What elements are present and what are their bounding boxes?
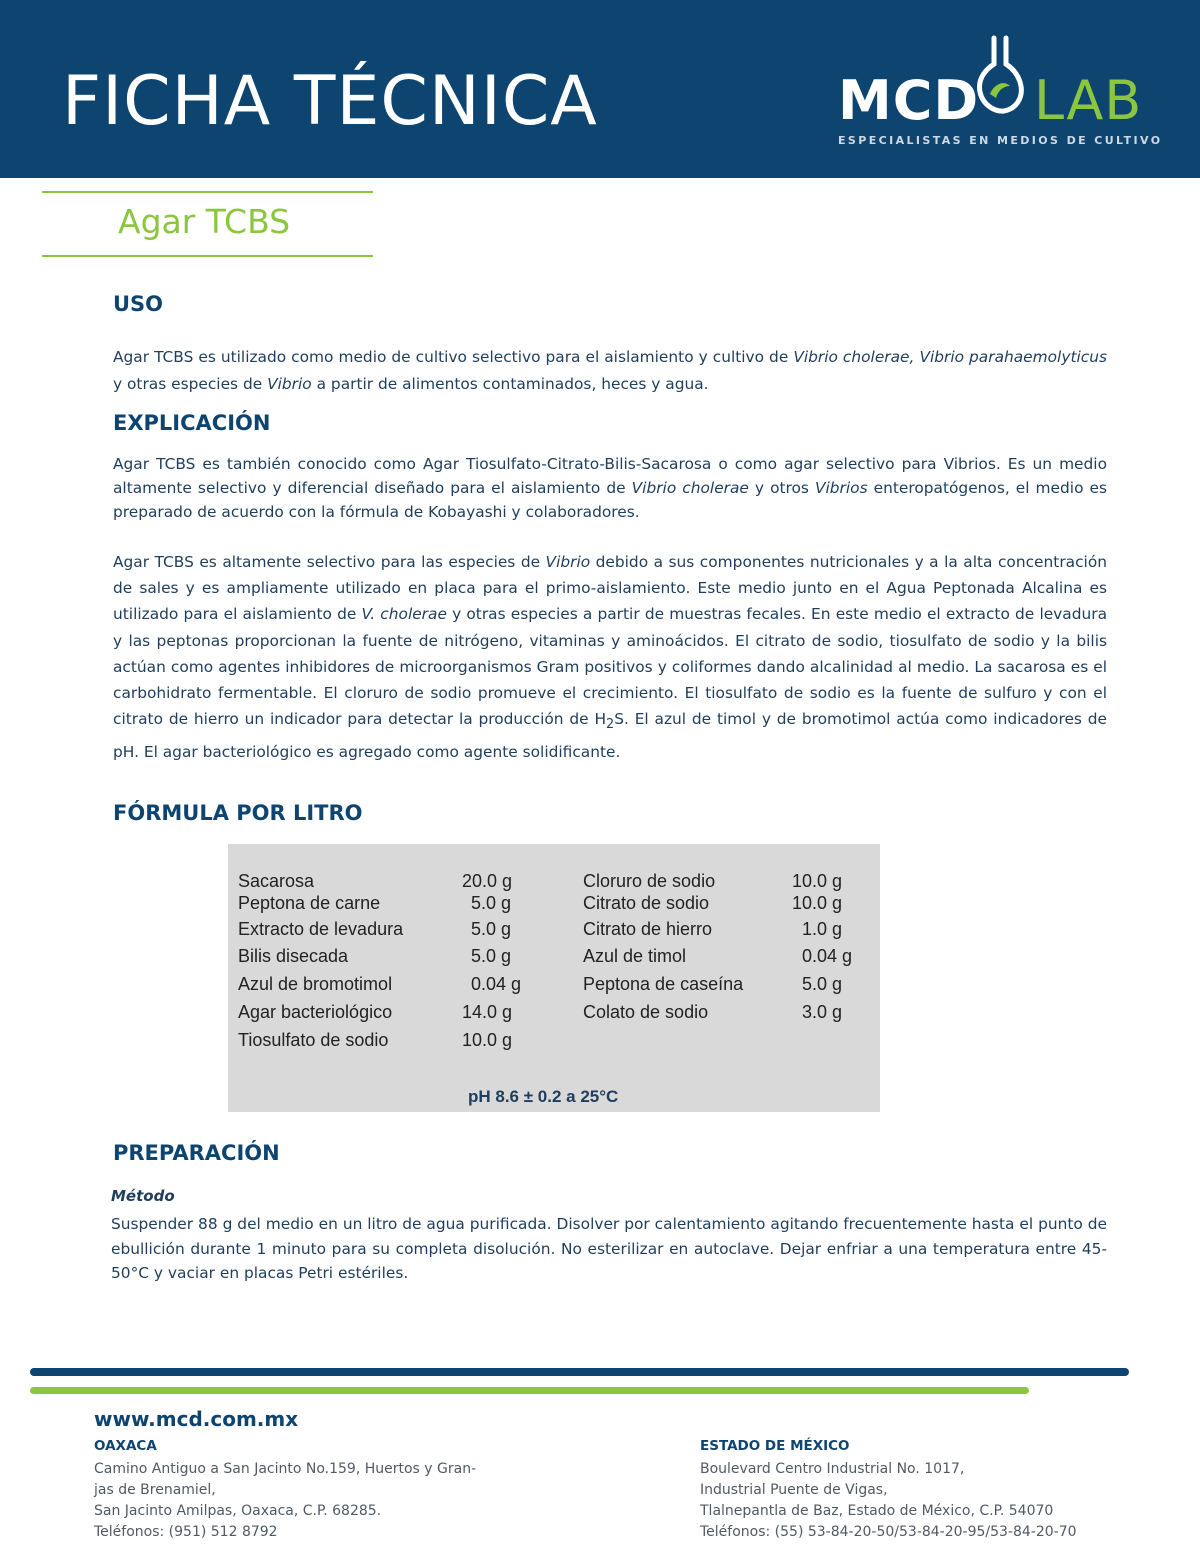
- formula-ingredient: Peptona de carne: [238, 893, 381, 913]
- location-title: ESTADO DE MÉXICO: [700, 1438, 850, 1454]
- formula-amount: 3.0 g: [802, 1002, 843, 1022]
- formula-amount: 0.04 g: [802, 946, 853, 966]
- preparacion-paragraph: Suspender 88 g del medio en un litro de agua purificada. Disolver por calentamiento agitando frecuentemente hasta el punto de ebullición durante 1 minuto para su completa disolución. No esterilizar en autoclave. Dejar enfriar a una temperatura entre 45-50°C y vaciar en placas Petri estériles.: [111, 1215, 1107, 1282]
- uso-heading: USO: [113, 292, 164, 316]
- address-line: San Jacinto Amilpas, Oaxaca, C.P. 68285.: [94, 1503, 382, 1519]
- formula-ingredient: Cloruro de sodio: [583, 871, 716, 891]
- explicacion-italic: Vibrios: [814, 479, 868, 497]
- address-line: Industrial Puente de Vigas,: [700, 1482, 888, 1498]
- subscript-2: 2: [606, 717, 615, 733]
- explicacion-paragraph-1: [113, 452, 1107, 524]
- title-top-rule: [42, 191, 373, 193]
- explicacion-italic: Vibrio: [545, 553, 591, 571]
- explicacion-text: Agar TCBS es también conocido como Agar Tiosulfato-Citrato-Bilis-Sacarosa o como agar selectivo para Vibrios. Es un medio altamente selectivo y diferencial diseñado para el aislamiento de: [113, 455, 1107, 497]
- explicacion-italic: V. cholerae: [361, 605, 447, 624]
- website-link[interactable]: www.mcd.com.mx: [94, 1407, 299, 1431]
- document-title: FICHA TÉCNICA: [62, 62, 598, 141]
- location-title: OAXACA: [94, 1438, 157, 1454]
- formula-amount: 14.0 g: [462, 1002, 513, 1022]
- uso-text-3: a partir de alimentos contaminados, heces y agua.: [311, 375, 709, 393]
- explicacion-text: S. El azul de timol y de bromotimol actúa como indicadores de pH. El agar bacteriológico es agregado como agente solidificante.: [113, 710, 1108, 761]
- explicacion-text: y otros: [748, 479, 815, 497]
- address-line: Boulevard Centro Industrial No. 1017,: [700, 1461, 965, 1477]
- formula-amount: 10.0 g: [792, 871, 843, 891]
- formula-ingredient: Bilis disecada: [238, 946, 349, 966]
- formula-ingredient: Azul de timol: [583, 946, 687, 966]
- address-edomex: [700, 1436, 1077, 1543]
- explicacion-heading: EXPLICACIÓN: [113, 411, 271, 435]
- uso-paragraph: [113, 344, 1107, 398]
- uso-italic-3: Vibrio: [267, 375, 312, 393]
- formula-ingredient: Azul de bromotimol: [238, 974, 393, 994]
- address-line: Tlalnepantla de Baz, Estado de México, C.P. 54070: [700, 1503, 1054, 1519]
- ph-value: pH 8.6 ± 0.2 a 25°C: [468, 1087, 619, 1106]
- formula-ingredient: Tiosulfato de sodio: [238, 1030, 389, 1050]
- preparacion-heading: PREPARACIÓN: [113, 1141, 280, 1165]
- uso-italic-1: Vibrio cholerae,: [793, 348, 915, 366]
- formula-amount: 0.04 g: [471, 974, 522, 994]
- logo-tagline: ESPECIALISTAS EN MEDIOS DE CULTIVO: [838, 134, 1163, 147]
- formula-ingredient: Agar bacteriológico: [238, 1002, 393, 1022]
- formula-ingredient: Extracto de levadura: [238, 919, 404, 939]
- explicacion-italic: Vibrio cholerae: [631, 479, 749, 497]
- formula-ingredient: Colato de sodio: [583, 1002, 709, 1022]
- footer-rule-green: [30, 1387, 1029, 1394]
- formula-amount: 5.0 g: [471, 946, 512, 966]
- footer-rule-blue: [30, 1368, 1129, 1376]
- phone-line: Teléfonos: (55) 53-84-20-50/53-84-20-95/53-84-20-70: [700, 1524, 1077, 1540]
- formula-amount: 5.0 g: [471, 893, 512, 913]
- logo-text-mcd: MCD: [838, 69, 980, 132]
- formula-amount: 5.0 g: [471, 919, 512, 939]
- method-label: Método: [111, 1187, 175, 1205]
- explicacion-text: enteropatógenos, el medio es preparado de acuerdo con la fórmula de Kobayashi y colaboradores.: [113, 479, 1108, 521]
- logo-text-lab: LAB: [1034, 69, 1143, 132]
- mcd-lab-logo: [836, 30, 1163, 160]
- formula-amount: 20.0 g: [462, 871, 513, 891]
- uso-text-1: Agar TCBS es utilizado como medio de cultivo selectivo para el aislamiento y cultivo de: [113, 348, 794, 366]
- explicacion-text: y otras especies a partir de muestras fecales. En este medio el extracto de levadura y las peptonas proporcionan la fuente de nitrógeno, vitaminas y aminoácidos. El citrato de sodio, tiosulfato de sodio y la bilis actúan como agentes inhibidores de microorganismos Gram positivos y coliformes dando alcalinidad al medio. La sacarosa es el carbohidrato fermentable. El cloruro de sodio promueve el crecimiento. El tiosulfato de sodio es la fuente de sulfuro y con el citrato de hierro un indicador para detectar la producción de H: [113, 605, 1108, 729]
- address-oaxaca: [94, 1436, 476, 1543]
- product-title: Agar TCBS: [118, 202, 291, 241]
- formula-heading: FÓRMULA POR LITRO: [113, 801, 363, 825]
- formula-amount: 1.0 g: [802, 919, 843, 939]
- formula-amount: 5.0 g: [802, 974, 843, 994]
- explicacion-text: debido a sus componentes nutricionales y a la alta concentración de sales y es ampliamente utilizado en placa para el primo-aislamiento. Este medio junto en el Agua Peptonada Alcalina es utilizado para el aislamiento de: [113, 553, 1107, 624]
- formula-amount: 10.0 g: [462, 1030, 513, 1050]
- flask-icon: [976, 34, 1026, 114]
- formula-ingredient: Citrato de hierro: [583, 919, 713, 939]
- formula-amount: 10.0 g: [792, 893, 843, 913]
- title-bottom-rule: [42, 255, 373, 257]
- uso-text-2: y otras especies de: [113, 375, 268, 393]
- header-banner: [0, 0, 1200, 178]
- formula-ingredient: Sacarosa: [238, 871, 315, 891]
- formula-ingredient: Peptona de caseína: [583, 974, 744, 994]
- formula-ingredient: Citrato de sodio: [583, 893, 710, 913]
- explicacion-text: Agar TCBS es altamente selectivo para las especies de: [113, 553, 546, 571]
- address-line: jas de Brenamiel,: [94, 1482, 216, 1498]
- phone-line: Teléfonos: (951) 512 8792: [94, 1524, 278, 1540]
- uso-italic-2: Vibrio parahaemolyticus: [919, 348, 1107, 366]
- address-line: Camino Antiguo a San Jacinto No.159, Huertos y Gran-: [94, 1461, 477, 1477]
- explicacion-paragraph-2: [113, 549, 1107, 765]
